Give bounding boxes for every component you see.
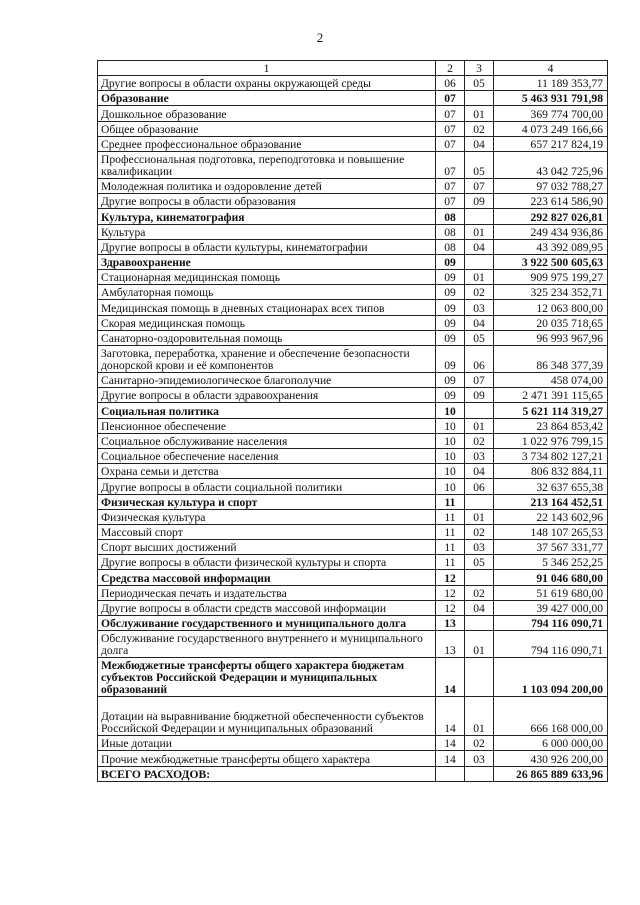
row-name: Физическая культура и спорт bbox=[98, 494, 436, 509]
row-subsection-code: 03 bbox=[465, 300, 494, 315]
row-section-code: 07 bbox=[436, 194, 465, 209]
row-subsection-code: 02 bbox=[465, 585, 494, 600]
total-amount: 26 865 889 633,96 bbox=[494, 766, 608, 781]
row-amount: 20 035 718,65 bbox=[494, 315, 608, 330]
row-name: Охрана семьи и детства bbox=[98, 464, 436, 479]
row-subsection-code: 02 bbox=[465, 524, 494, 539]
row-name: Спорт высших достижений bbox=[98, 540, 436, 555]
row-name: Другие вопросы в области средств массовой информации bbox=[98, 600, 436, 615]
row-amount: 213 164 452,51 bbox=[494, 494, 608, 509]
row-amount: 5 621 114 319,27 bbox=[494, 403, 608, 418]
row-section-code: 09 bbox=[436, 254, 465, 269]
row-subsection-code: 07 bbox=[465, 178, 494, 193]
row-amount: 23 864 853,42 bbox=[494, 418, 608, 433]
row-amount: 5 463 931 791,98 bbox=[494, 91, 608, 106]
row-subsection-code: 02 bbox=[465, 736, 494, 751]
row-amount: 51 619 680,00 bbox=[494, 585, 608, 600]
section-row bbox=[98, 494, 608, 509]
row-amount: 666 168 000,00 bbox=[494, 697, 608, 736]
row-name: Другие вопросы в области культуры, кинематографии bbox=[98, 239, 436, 254]
table-row bbox=[98, 178, 608, 193]
row-section-code: 09 bbox=[436, 388, 465, 403]
row-amount: 3 922 500 605,63 bbox=[494, 254, 608, 269]
row-name: Скорая медицинская помощь bbox=[98, 315, 436, 330]
table-row bbox=[98, 239, 608, 254]
table-row bbox=[98, 418, 608, 433]
row-section-code: 11 bbox=[436, 540, 465, 555]
table-row bbox=[98, 433, 608, 448]
row-name: Прочие межбюджетные трансферты общего характера bbox=[98, 751, 436, 766]
row-subsection-code: 01 bbox=[465, 224, 494, 239]
row-section-code: 09 bbox=[436, 315, 465, 330]
row-section-code: 12 bbox=[436, 570, 465, 585]
row-section-code: 07 bbox=[436, 136, 465, 151]
row-section-code: 11 bbox=[436, 524, 465, 539]
row-section-code: 09 bbox=[436, 300, 465, 315]
row-subsection-code: 09 bbox=[465, 194, 494, 209]
row-subsection-code: 04 bbox=[465, 136, 494, 151]
row-section-code: 07 bbox=[436, 178, 465, 193]
section-row bbox=[98, 403, 608, 418]
row-subsection-code bbox=[465, 209, 494, 224]
row-amount: 43 042 725,96 bbox=[494, 151, 608, 178]
row-name: Обслуживание государственного и муниципального долга bbox=[98, 616, 436, 631]
row-section-code: 09 bbox=[436, 270, 465, 285]
row-amount: 1 022 976 799,15 bbox=[494, 433, 608, 448]
row-amount: 148 107 265,53 bbox=[494, 524, 608, 539]
row-subsection-code: 01 bbox=[465, 631, 494, 658]
row-name: Пенсионное обеспечение bbox=[98, 418, 436, 433]
row-section-code: 07 bbox=[436, 151, 465, 178]
header-col-2: 2 bbox=[436, 61, 465, 76]
row-subsection-code: 01 bbox=[465, 270, 494, 285]
row-amount: 458 074,00 bbox=[494, 373, 608, 388]
table-row bbox=[98, 631, 608, 658]
row-section-code: 12 bbox=[436, 585, 465, 600]
row-section-code: 14 bbox=[436, 697, 465, 736]
row-subsection-code bbox=[465, 494, 494, 509]
row-amount: 43 392 089,95 bbox=[494, 239, 608, 254]
page-number: 2 bbox=[316, 30, 324, 45]
table-row bbox=[98, 270, 608, 285]
row-subsection-code: 04 bbox=[465, 600, 494, 615]
row-name: Физическая культура bbox=[98, 509, 436, 524]
table-row bbox=[98, 106, 608, 121]
table-row bbox=[98, 346, 608, 373]
row-amount: 292 827 026,81 bbox=[494, 209, 608, 224]
table-row bbox=[98, 285, 608, 300]
row-section-code: 09 bbox=[436, 330, 465, 345]
row-section-code: 11 bbox=[436, 555, 465, 570]
row-name: Другие вопросы в области физической культуры и спорта bbox=[98, 555, 436, 570]
table-row bbox=[98, 388, 608, 403]
total-sub bbox=[465, 766, 494, 781]
row-subsection-code: 04 bbox=[465, 464, 494, 479]
row-name: Другие вопросы в области социальной политики bbox=[98, 479, 436, 494]
row-section-code: 14 bbox=[436, 658, 465, 697]
row-subsection-code: 06 bbox=[465, 479, 494, 494]
table-row bbox=[98, 509, 608, 524]
row-section-code: 07 bbox=[436, 121, 465, 136]
row-amount: 12 063 800,00 bbox=[494, 300, 608, 315]
table-row bbox=[98, 585, 608, 600]
row-section-code: 07 bbox=[436, 91, 465, 106]
row-section-code: 08 bbox=[436, 224, 465, 239]
row-section-code: 12 bbox=[436, 600, 465, 615]
row-name: Молодежная политика и оздоровление детей bbox=[98, 178, 436, 193]
row-section-code: 09 bbox=[436, 373, 465, 388]
row-section-code: 14 bbox=[436, 736, 465, 751]
row-amount: 97 032 788,27 bbox=[494, 178, 608, 193]
row-amount: 325 234 352,71 bbox=[494, 285, 608, 300]
row-name: Социальное обслуживание населения bbox=[98, 433, 436, 448]
row-section-code: 10 bbox=[436, 464, 465, 479]
row-section-code: 07 bbox=[436, 106, 465, 121]
row-subsection-code: 09 bbox=[465, 388, 494, 403]
row-amount: 91 046 680,00 bbox=[494, 570, 608, 585]
header-col-1: 1 bbox=[98, 61, 436, 76]
row-name: Культура bbox=[98, 224, 436, 239]
total-row bbox=[98, 766, 608, 781]
row-name: Профессиональная подготовка, переподготовка и повышение квалификации bbox=[98, 151, 436, 178]
row-name: Дошкольное образование bbox=[98, 106, 436, 121]
row-name: Средства массовой информации bbox=[98, 570, 436, 585]
total-sec bbox=[436, 766, 465, 781]
row-subsection-code: 05 bbox=[465, 76, 494, 91]
section-row bbox=[98, 91, 608, 106]
row-section-code: 08 bbox=[436, 209, 465, 224]
row-name: Санаторно-оздоровительная помощь bbox=[98, 330, 436, 345]
table-row bbox=[98, 121, 608, 136]
row-subsection-code: 04 bbox=[465, 239, 494, 254]
row-amount: 430 926 200,00 bbox=[494, 751, 608, 766]
row-name: Социальное обеспечение населения bbox=[98, 448, 436, 463]
table-row bbox=[98, 540, 608, 555]
table-row bbox=[98, 464, 608, 479]
row-amount: 249 434 936,86 bbox=[494, 224, 608, 239]
row-name: Общее образование bbox=[98, 121, 436, 136]
row-section-code: 10 bbox=[436, 403, 465, 418]
row-amount: 32 637 655,38 bbox=[494, 479, 608, 494]
table-row bbox=[98, 479, 608, 494]
row-name: Другие вопросы в области здравоохранения bbox=[98, 388, 436, 403]
row-subsection-code: 02 bbox=[465, 433, 494, 448]
row-subsection-code: 03 bbox=[465, 448, 494, 463]
row-section-code: 09 bbox=[436, 346, 465, 373]
row-name: Периодическая печать и издательства bbox=[98, 585, 436, 600]
header-col-3: 3 bbox=[465, 61, 494, 76]
row-section-code: 10 bbox=[436, 433, 465, 448]
row-subsection-code: 01 bbox=[465, 697, 494, 736]
row-name: Стационарная медицинская помощь bbox=[98, 270, 436, 285]
row-subsection-code: 01 bbox=[465, 106, 494, 121]
row-name: Заготовка, переработка, хранение и обеспечение безопасности донорской крови и её компонентов bbox=[98, 346, 436, 373]
table-row bbox=[98, 136, 608, 151]
row-name: Обслуживание государственного внутреннего и муниципального долга bbox=[98, 631, 436, 658]
row-name: Массовый спорт bbox=[98, 524, 436, 539]
row-amount: 39 427 000,00 bbox=[494, 600, 608, 615]
row-subsection-code: 07 bbox=[465, 373, 494, 388]
row-amount: 2 471 391 115,65 bbox=[494, 388, 608, 403]
table-row bbox=[98, 448, 608, 463]
row-section-code: 11 bbox=[436, 494, 465, 509]
row-subsection-code bbox=[465, 403, 494, 418]
table-row bbox=[98, 373, 608, 388]
header-col-4: 4 bbox=[494, 61, 608, 76]
section-row bbox=[98, 254, 608, 269]
row-name: Социальная политика bbox=[98, 403, 436, 418]
table-row bbox=[98, 600, 608, 615]
row-section-code: 11 bbox=[436, 509, 465, 524]
row-section-code: 08 bbox=[436, 239, 465, 254]
row-subsection-code bbox=[465, 616, 494, 631]
section-row bbox=[98, 570, 608, 585]
row-amount: 806 832 884,11 bbox=[494, 464, 608, 479]
row-amount: 5 346 252,25 bbox=[494, 555, 608, 570]
row-amount: 794 116 090,71 bbox=[494, 631, 608, 658]
row-amount: 37 567 331,77 bbox=[494, 540, 608, 555]
row-amount: 22 143 602,96 bbox=[494, 509, 608, 524]
row-name: Иные дотации bbox=[98, 736, 436, 751]
section-row bbox=[98, 658, 608, 697]
table-row bbox=[98, 300, 608, 315]
row-name: Амбулаторная помощь bbox=[98, 285, 436, 300]
row-section-code: 10 bbox=[436, 418, 465, 433]
section-row bbox=[98, 209, 608, 224]
table-row bbox=[98, 76, 608, 91]
row-section-code: 13 bbox=[436, 616, 465, 631]
row-amount: 657 217 824,19 bbox=[494, 136, 608, 151]
table-body bbox=[98, 76, 608, 767]
table-row bbox=[98, 751, 608, 766]
expenditure-table bbox=[97, 60, 608, 782]
row-subsection-code bbox=[465, 658, 494, 697]
row-name: Другие вопросы в области охраны окружающей среды bbox=[98, 76, 436, 91]
row-name: Дотации на выравнивание бюджетной обеспеченности субъектов Российской Федерации и муниципальных образований bbox=[98, 697, 436, 736]
table-row bbox=[98, 524, 608, 539]
row-name: Здравоохранение bbox=[98, 254, 436, 269]
section-row bbox=[98, 616, 608, 631]
table-row bbox=[98, 194, 608, 209]
table-row bbox=[98, 555, 608, 570]
row-subsection-code: 01 bbox=[465, 418, 494, 433]
table-row bbox=[98, 151, 608, 178]
row-subsection-code bbox=[465, 91, 494, 106]
total-label: ВСЕГО РАСХОДОВ: bbox=[98, 766, 436, 781]
table-row bbox=[98, 697, 608, 736]
row-subsection-code bbox=[465, 570, 494, 585]
row-section-code: 14 bbox=[436, 751, 465, 766]
row-subsection-code: 05 bbox=[465, 555, 494, 570]
row-subsection-code: 02 bbox=[465, 121, 494, 136]
row-subsection-code: 03 bbox=[465, 751, 494, 766]
row-name: Другие вопросы в области образования bbox=[98, 194, 436, 209]
row-amount: 6 000 000,00 bbox=[494, 736, 608, 751]
row-section-code: 13 bbox=[436, 631, 465, 658]
row-subsection-code: 04 bbox=[465, 315, 494, 330]
row-amount: 1 103 094 200,00 bbox=[494, 658, 608, 697]
row-name: Межбюджетные трансферты общего характера бюджетам субъектов Российской Федерации и муниципальных образований bbox=[98, 658, 436, 697]
row-amount: 86 348 377,39 bbox=[494, 346, 608, 373]
row-section-code: 09 bbox=[436, 285, 465, 300]
row-amount: 909 975 199,27 bbox=[494, 270, 608, 285]
row-amount: 96 993 967,96 bbox=[494, 330, 608, 345]
table-header-row bbox=[98, 61, 608, 76]
row-name: Медицинская помощь в дневных стационарах всех типов bbox=[98, 300, 436, 315]
row-amount: 4 073 249 166,66 bbox=[494, 121, 608, 136]
row-section-code: 10 bbox=[436, 479, 465, 494]
table-row bbox=[98, 736, 608, 751]
row-subsection-code bbox=[465, 254, 494, 269]
table-row bbox=[98, 224, 608, 239]
table-row bbox=[98, 315, 608, 330]
row-name: Образование bbox=[98, 91, 436, 106]
row-name: Культура, кинематография bbox=[98, 209, 436, 224]
row-section-code: 06 bbox=[436, 76, 465, 91]
row-subsection-code: 03 bbox=[465, 540, 494, 555]
row-amount: 369 774 700,00 bbox=[494, 106, 608, 121]
row-name: Среднее профессиональное образование bbox=[98, 136, 436, 151]
row-subsection-code: 02 bbox=[465, 285, 494, 300]
row-section-code: 10 bbox=[436, 448, 465, 463]
row-amount: 11 189 353,77 bbox=[494, 76, 608, 91]
row-subsection-code: 06 bbox=[465, 346, 494, 373]
row-name: Санитарно-эпидемиологическое благополучие bbox=[98, 373, 436, 388]
table-row bbox=[98, 330, 608, 345]
row-subsection-code: 05 bbox=[465, 151, 494, 178]
row-amount: 794 116 090,71 bbox=[494, 616, 608, 631]
row-amount: 223 614 586,90 bbox=[494, 194, 608, 209]
row-amount: 3 734 802 127,21 bbox=[494, 448, 608, 463]
row-subsection-code: 05 bbox=[465, 330, 494, 345]
row-subsection-code: 01 bbox=[465, 509, 494, 524]
